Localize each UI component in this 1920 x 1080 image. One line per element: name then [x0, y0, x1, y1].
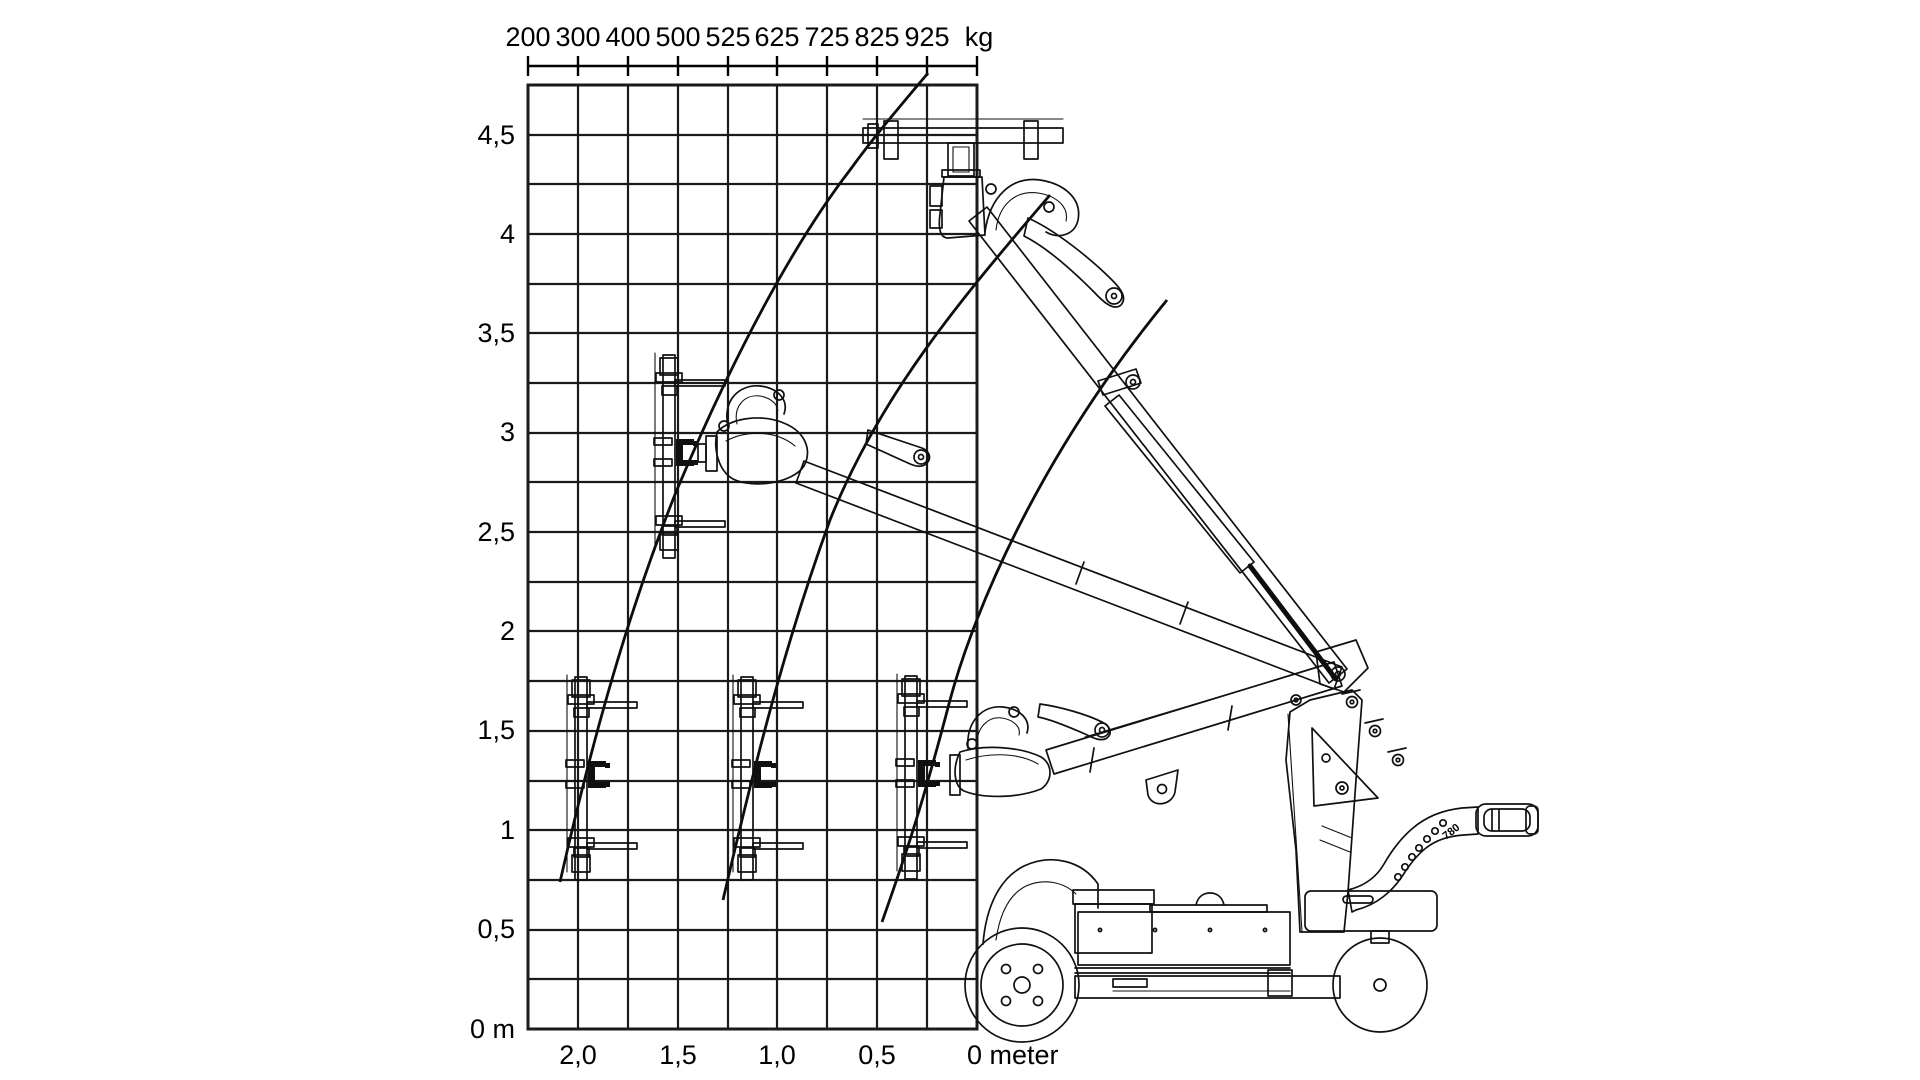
deck-edge — [1150, 905, 1267, 912]
boom-raised — [969, 207, 1347, 683]
link-arm-top — [1024, 218, 1124, 307]
boom-low-group — [950, 662, 1342, 804]
handle-part-label: 780 — [1440, 821, 1463, 843]
height-tick-label: 3 — [499, 417, 515, 447]
kg-scale — [505, 22, 993, 76]
handlebar-holes — [1395, 820, 1446, 880]
height-tick-label: 4,5 — [477, 120, 515, 150]
height-tick-label: 2 — [499, 616, 515, 646]
height-tick-label: 1 — [499, 815, 515, 845]
boom-bracket — [1146, 770, 1178, 804]
reach-tick-label: 1,5 — [659, 1040, 697, 1070]
kg-tick-label: 300 — [555, 22, 601, 52]
link-arm-mid — [866, 430, 929, 466]
reach-tick-label: 2,0 — [559, 1040, 597, 1070]
reach-tick-label: 0,5 — [858, 1040, 896, 1070]
height-tick-label: 1,5 — [477, 715, 515, 745]
boom-low — [1046, 662, 1342, 774]
kg-unit-label: kg — [964, 22, 994, 52]
lift-handle — [1196, 893, 1224, 905]
height-tick-label: 0 m — [469, 1014, 515, 1044]
glass-pane-symbol-1m — [732, 675, 803, 880]
rear-wheel — [1333, 938, 1427, 1032]
kg-tick-label: 200 — [505, 22, 551, 52]
kg-tick-label: 725 — [804, 22, 850, 52]
kg-tick-label: 825 — [854, 22, 900, 52]
suction-cup-left — [884, 121, 898, 159]
reach-tick-label: 1,0 — [758, 1040, 796, 1070]
side-panel — [1078, 912, 1290, 965]
capacity-grid — [528, 85, 977, 1029]
luffing-cylinder — [1105, 395, 1254, 573]
height-tick-label: 0,5 — [477, 914, 515, 944]
front-wheel — [965, 928, 1079, 1042]
reach-axis — [559, 1040, 1058, 1070]
reach-zero-label: 0 meter — [967, 1040, 1059, 1070]
kg-tick-label: 400 — [605, 22, 651, 52]
machine-drawing — [698, 119, 1538, 1042]
boom-raised-group — [863, 119, 1347, 683]
height-axis — [470, 120, 515, 1044]
curve-middle — [723, 195, 1050, 900]
rod-ears — [1342, 690, 1406, 766]
rear-wheel-stem — [1371, 931, 1389, 943]
kg-tick-label: 625 — [754, 22, 800, 52]
grid-border — [528, 85, 977, 1029]
kg-tick-label: 525 — [705, 22, 751, 52]
kg-tick-label: 925 — [904, 22, 950, 52]
mast-gusset — [1312, 728, 1378, 806]
height-tick-label: 3,5 — [477, 318, 515, 348]
height-tick-label: 2,5 — [477, 517, 515, 547]
height-tick-label: 4 — [499, 219, 515, 249]
curve-inner — [882, 300, 1167, 922]
battery-box-lid — [1073, 890, 1154, 904]
machine-body — [965, 640, 1538, 1042]
grid-vertical-lines — [578, 85, 927, 1029]
kg-tick-label: 500 — [655, 22, 701, 52]
suction-cup-right — [1024, 121, 1038, 159]
glass-pane-symbol-2m — [566, 675, 637, 880]
